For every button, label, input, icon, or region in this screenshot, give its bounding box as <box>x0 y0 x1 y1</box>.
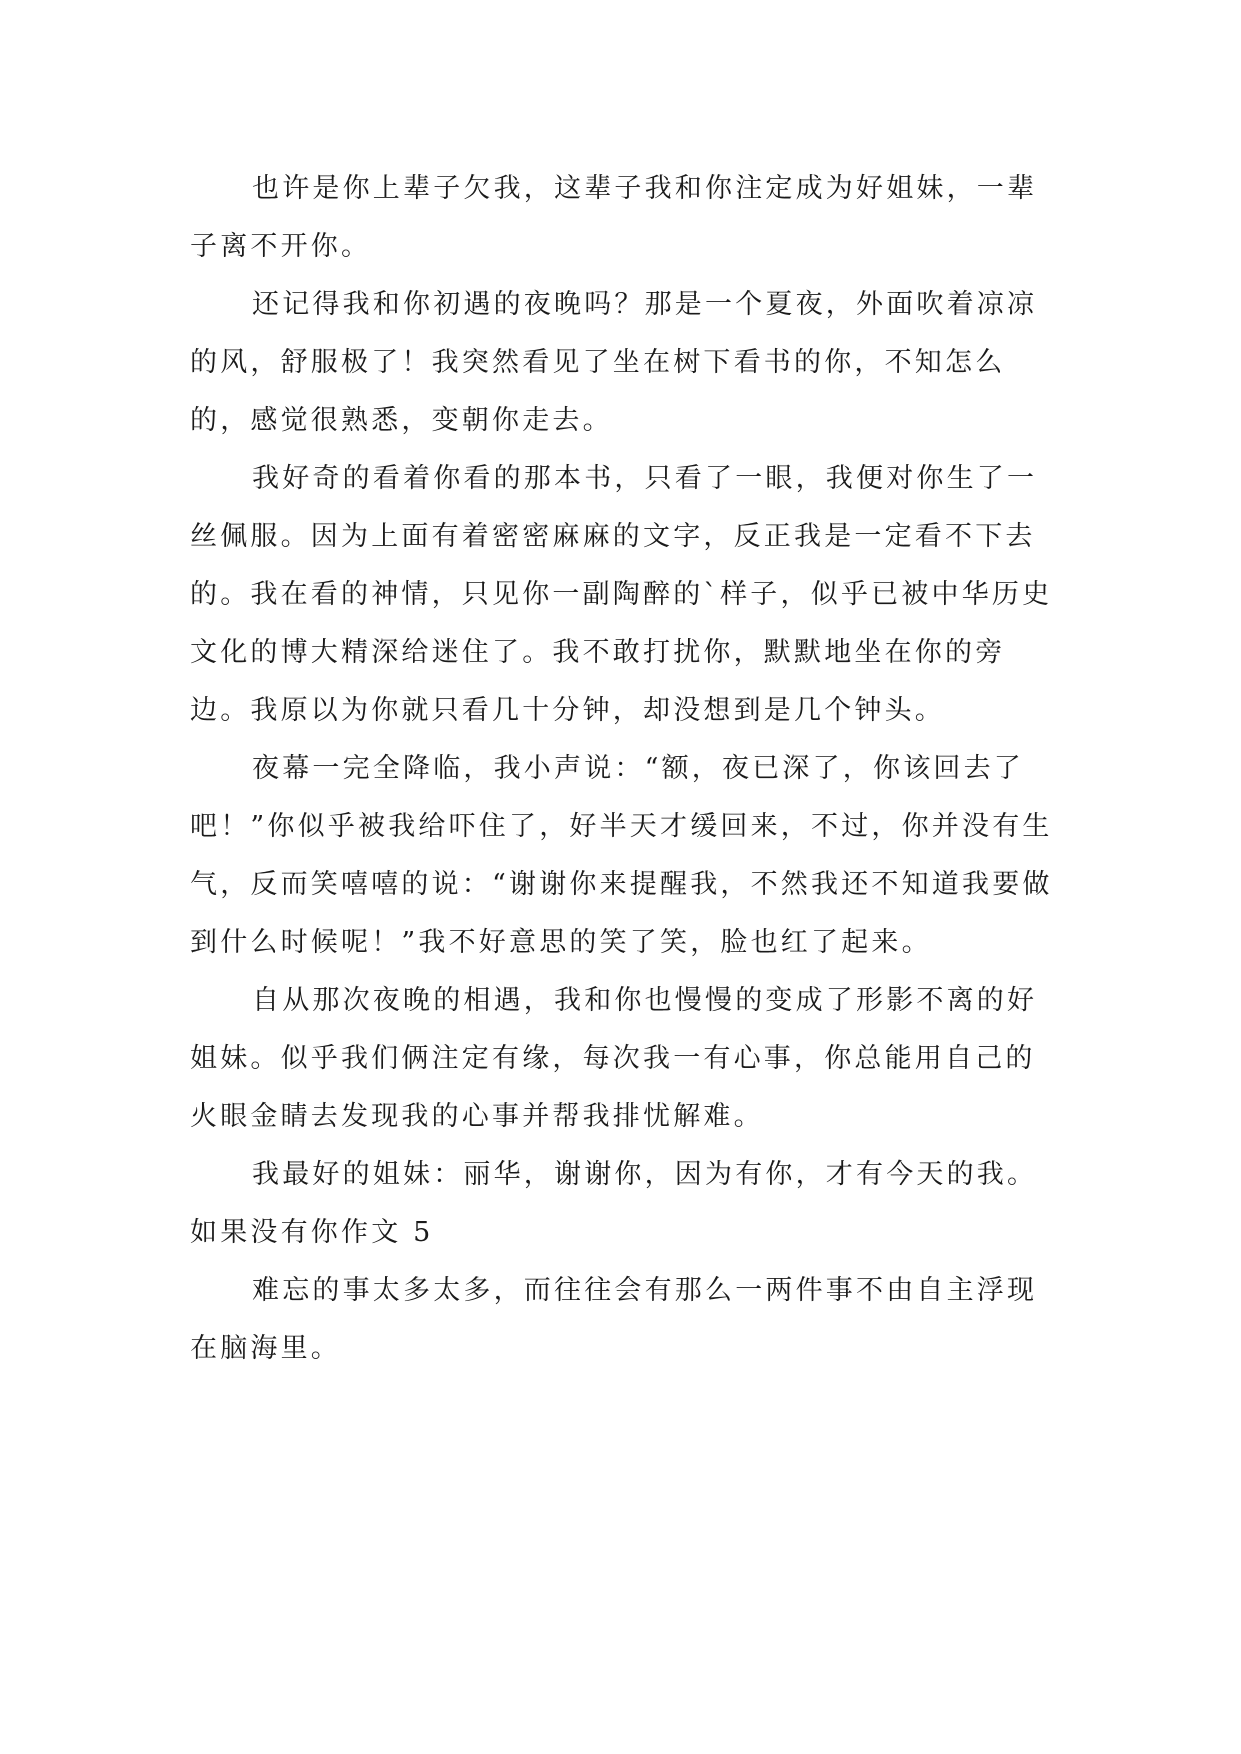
document-page <box>190 160 1060 1378</box>
paragraph-1: 也许是你上辈子欠我，这辈子我和你注定成为好姐妹，一辈子离不开你。 <box>190 173 1038 262</box>
paragraph-4: 夜幕一完全降临，我小声说：“额，夜已深了，你该回去了吧！”你似乎被我给吓住了，好半天才缓回来，不过，你并没有生气，反而笑嘻嘻的说：“谢谢你来提醒我，不然我还不知道我要做到什么时候呢！”我不好意思的笑了笑，脸也红了起来。 <box>190 753 1053 958</box>
section-heading: 如果没有你作文 5 <box>190 1217 434 1248</box>
paragraph-6: 我最好的姐妹：丽华，谢谢你，因为有你，才有今天的我。 <box>252 1159 1038 1190</box>
paragraph-5: 自从那次夜晚的相遇，我和你也慢慢的变成了形影不离的好姐妹。似乎我们俩注定有缘，每次我一有心事，你总能用自己的火眼金睛去发现我的心事并帮我排忧解难。 <box>190 985 1038 1132</box>
paragraph-3: 我好奇的看着你看的那本书，只看了一眼，我便对你生了一丝佩服。因为上面有着密密麻麻的文字，反正我是一定看不下去的。我在看的神情，只见你一副陶醉的`样子，似乎已被中华历史文化的博大精深给迷住了。我不敢打扰你，默默地坐在你的旁边。我原以为你就只看几十分钟，却没想到是几个钟头。 <box>190 463 1053 726</box>
paragraph-2: 还记得我和你初遇的夜晚吗？那是一个夏夜，外面吹着凉凉的风，舒服极了！我突然看见了坐在树下看书的你，不知怎么的，感觉很熟悉，变朝你走去。 <box>190 289 1038 436</box>
paragraph-7: 难忘的事太多太多，而往往会有那么一两件事不由自主浮现在脑海里。 <box>190 1275 1038 1364</box>
